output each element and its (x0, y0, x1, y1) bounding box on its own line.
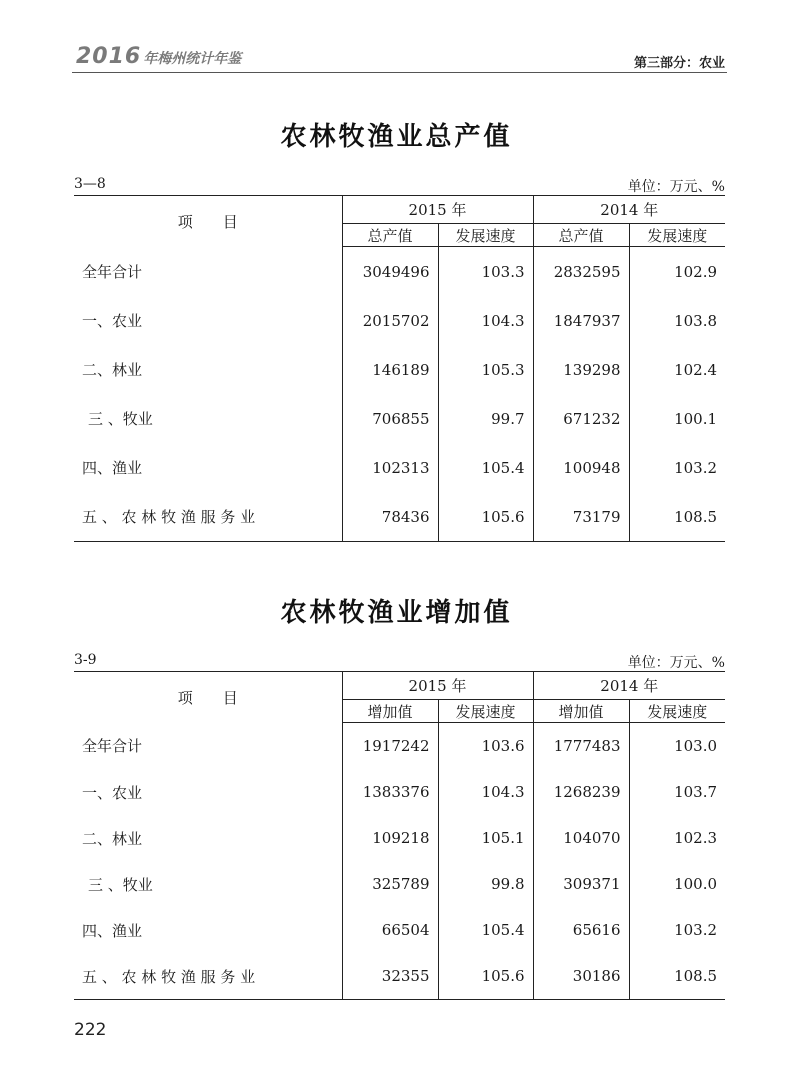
cell-value: 3049496 (342, 247, 438, 297)
subheader: 增加值 (533, 700, 629, 723)
year-header-2015: 2015 年 (342, 196, 533, 224)
cell-value: 325789 (342, 861, 438, 907)
item-header: 项 目 (74, 672, 342, 723)
cell-value: 1268239 (533, 769, 629, 815)
table-row (74, 815, 725, 861)
row-label: 一、农业 (74, 769, 342, 815)
row-label: 五 、 农 林 牧 渔 服 务 业 (74, 492, 342, 542)
cell-value: 103.3 (438, 247, 533, 297)
cell-value: 146189 (342, 345, 438, 394)
year-header-2015: 2015 年 (342, 672, 533, 700)
table-row (74, 443, 725, 492)
cell-value: 103.6 (438, 723, 533, 770)
page-header (0, 0, 793, 76)
table-2-unit: 单位：万元、% (627, 655, 725, 671)
cell-value: 102.4 (674, 360, 718, 379)
cell-value: 103.0 (674, 737, 718, 755)
cell-value: 100.1 (674, 409, 718, 428)
cell-value: 1917242 (342, 723, 438, 770)
cell-value: 1777483 (533, 723, 629, 770)
cell-value: 139298 (533, 345, 629, 394)
cell-value: 706855 (342, 394, 438, 443)
cell-value: 100948 (533, 443, 629, 492)
cell-value: 105.4 (438, 907, 533, 953)
cell-value: 99.7 (438, 394, 533, 443)
cell-value: 102313 (342, 443, 438, 492)
gross-output-table (74, 195, 725, 542)
table-2-code: 3-9 (74, 652, 97, 668)
subheader: 发展速度 (629, 700, 725, 723)
row-label: 五 、 农 林 牧 渔 服 务 业 (74, 953, 342, 1000)
table-1-code: 3—8 (74, 176, 106, 192)
cell-value: 671232 (533, 394, 629, 443)
row-label: 四、渔业 (74, 907, 342, 953)
row-label: 四、渔业 (74, 443, 342, 492)
cell-value: 108.5 (629, 953, 725, 1000)
cell-value: 103.7 (674, 783, 718, 801)
subheader: 发展速度 (629, 224, 725, 247)
cell-value: 104.3 (438, 769, 533, 815)
year-header-2014: 2014 年 (533, 196, 725, 224)
row-label: 二、林业 (74, 815, 342, 861)
table-row (74, 345, 725, 394)
cell-value: 1847937 (533, 296, 629, 345)
row-label: 二、林业 (74, 345, 342, 394)
cell-value: 108.5 (629, 492, 725, 542)
table-row (74, 769, 725, 815)
table-row (74, 723, 725, 770)
table-1-unit: 单位：万元、% (627, 179, 725, 195)
cell-value: 104070 (533, 815, 629, 861)
cell-value: 105.6 (438, 953, 533, 1000)
cell-value: 73179 (533, 492, 629, 542)
table-row (74, 247, 725, 297)
cell-value: 2832595 (533, 247, 629, 297)
cell-value: 102.9 (674, 262, 718, 281)
cell-value: 2015702 (342, 296, 438, 345)
subheader: 增加值 (342, 700, 438, 723)
cell-value: 103.2 (674, 921, 718, 939)
table-row (74, 953, 725, 1000)
table-row (74, 394, 725, 443)
cell-value: 103.8 (674, 311, 718, 330)
yearbook-logo (76, 44, 241, 69)
cell-value: 109218 (342, 815, 438, 861)
cell-value: 102.3 (674, 829, 718, 847)
row-label: 三 、牧业 (74, 861, 342, 907)
table-row (74, 907, 725, 953)
subheader: 总产值 (342, 224, 438, 247)
table-2-title: 农林牧渔业增加值 (280, 598, 513, 628)
table-row (74, 296, 725, 345)
row-label: 一、农业 (74, 296, 342, 345)
cell-value: 99.8 (438, 861, 533, 907)
logo-book-title: 年梅州统计年鉴 (143, 51, 242, 67)
table-1-title: 农林牧渔业总产值 (280, 122, 513, 152)
row-label: 全年合计 (74, 723, 342, 770)
cell-value: 100.0 (674, 875, 718, 893)
logo-year: 2016 (76, 44, 142, 69)
cell-value: 1383376 (342, 769, 438, 815)
item-header: 项 目 (74, 196, 342, 247)
value-added-table (74, 671, 725, 1000)
page-number: 222 (74, 1020, 107, 1040)
cell-value: 105.4 (438, 443, 533, 492)
cell-value: 105.1 (438, 815, 533, 861)
cell-value: 66504 (342, 907, 438, 953)
cell-value: 32355 (342, 953, 438, 1000)
cell-value: 309371 (533, 861, 629, 907)
cell-value: 78436 (342, 492, 438, 542)
header-rule (72, 72, 727, 73)
cell-value: 104.3 (438, 296, 533, 345)
table-row (74, 861, 725, 907)
row-label: 三 、牧业 (74, 394, 342, 443)
subheader: 发展速度 (438, 700, 533, 723)
year-header-2014: 2014 年 (533, 672, 725, 700)
cell-value: 103.2 (674, 458, 718, 477)
table-row (74, 492, 725, 542)
subheader: 总产值 (533, 224, 629, 247)
row-label: 全年合计 (74, 247, 342, 297)
subheader: 发展速度 (438, 224, 533, 247)
cell-value: 30186 (533, 953, 629, 1000)
cell-value: 65616 (533, 907, 629, 953)
section-label: 第三部分：农业 (633, 56, 725, 71)
cell-value: 105.3 (438, 345, 533, 394)
cell-value: 105.6 (438, 492, 533, 542)
